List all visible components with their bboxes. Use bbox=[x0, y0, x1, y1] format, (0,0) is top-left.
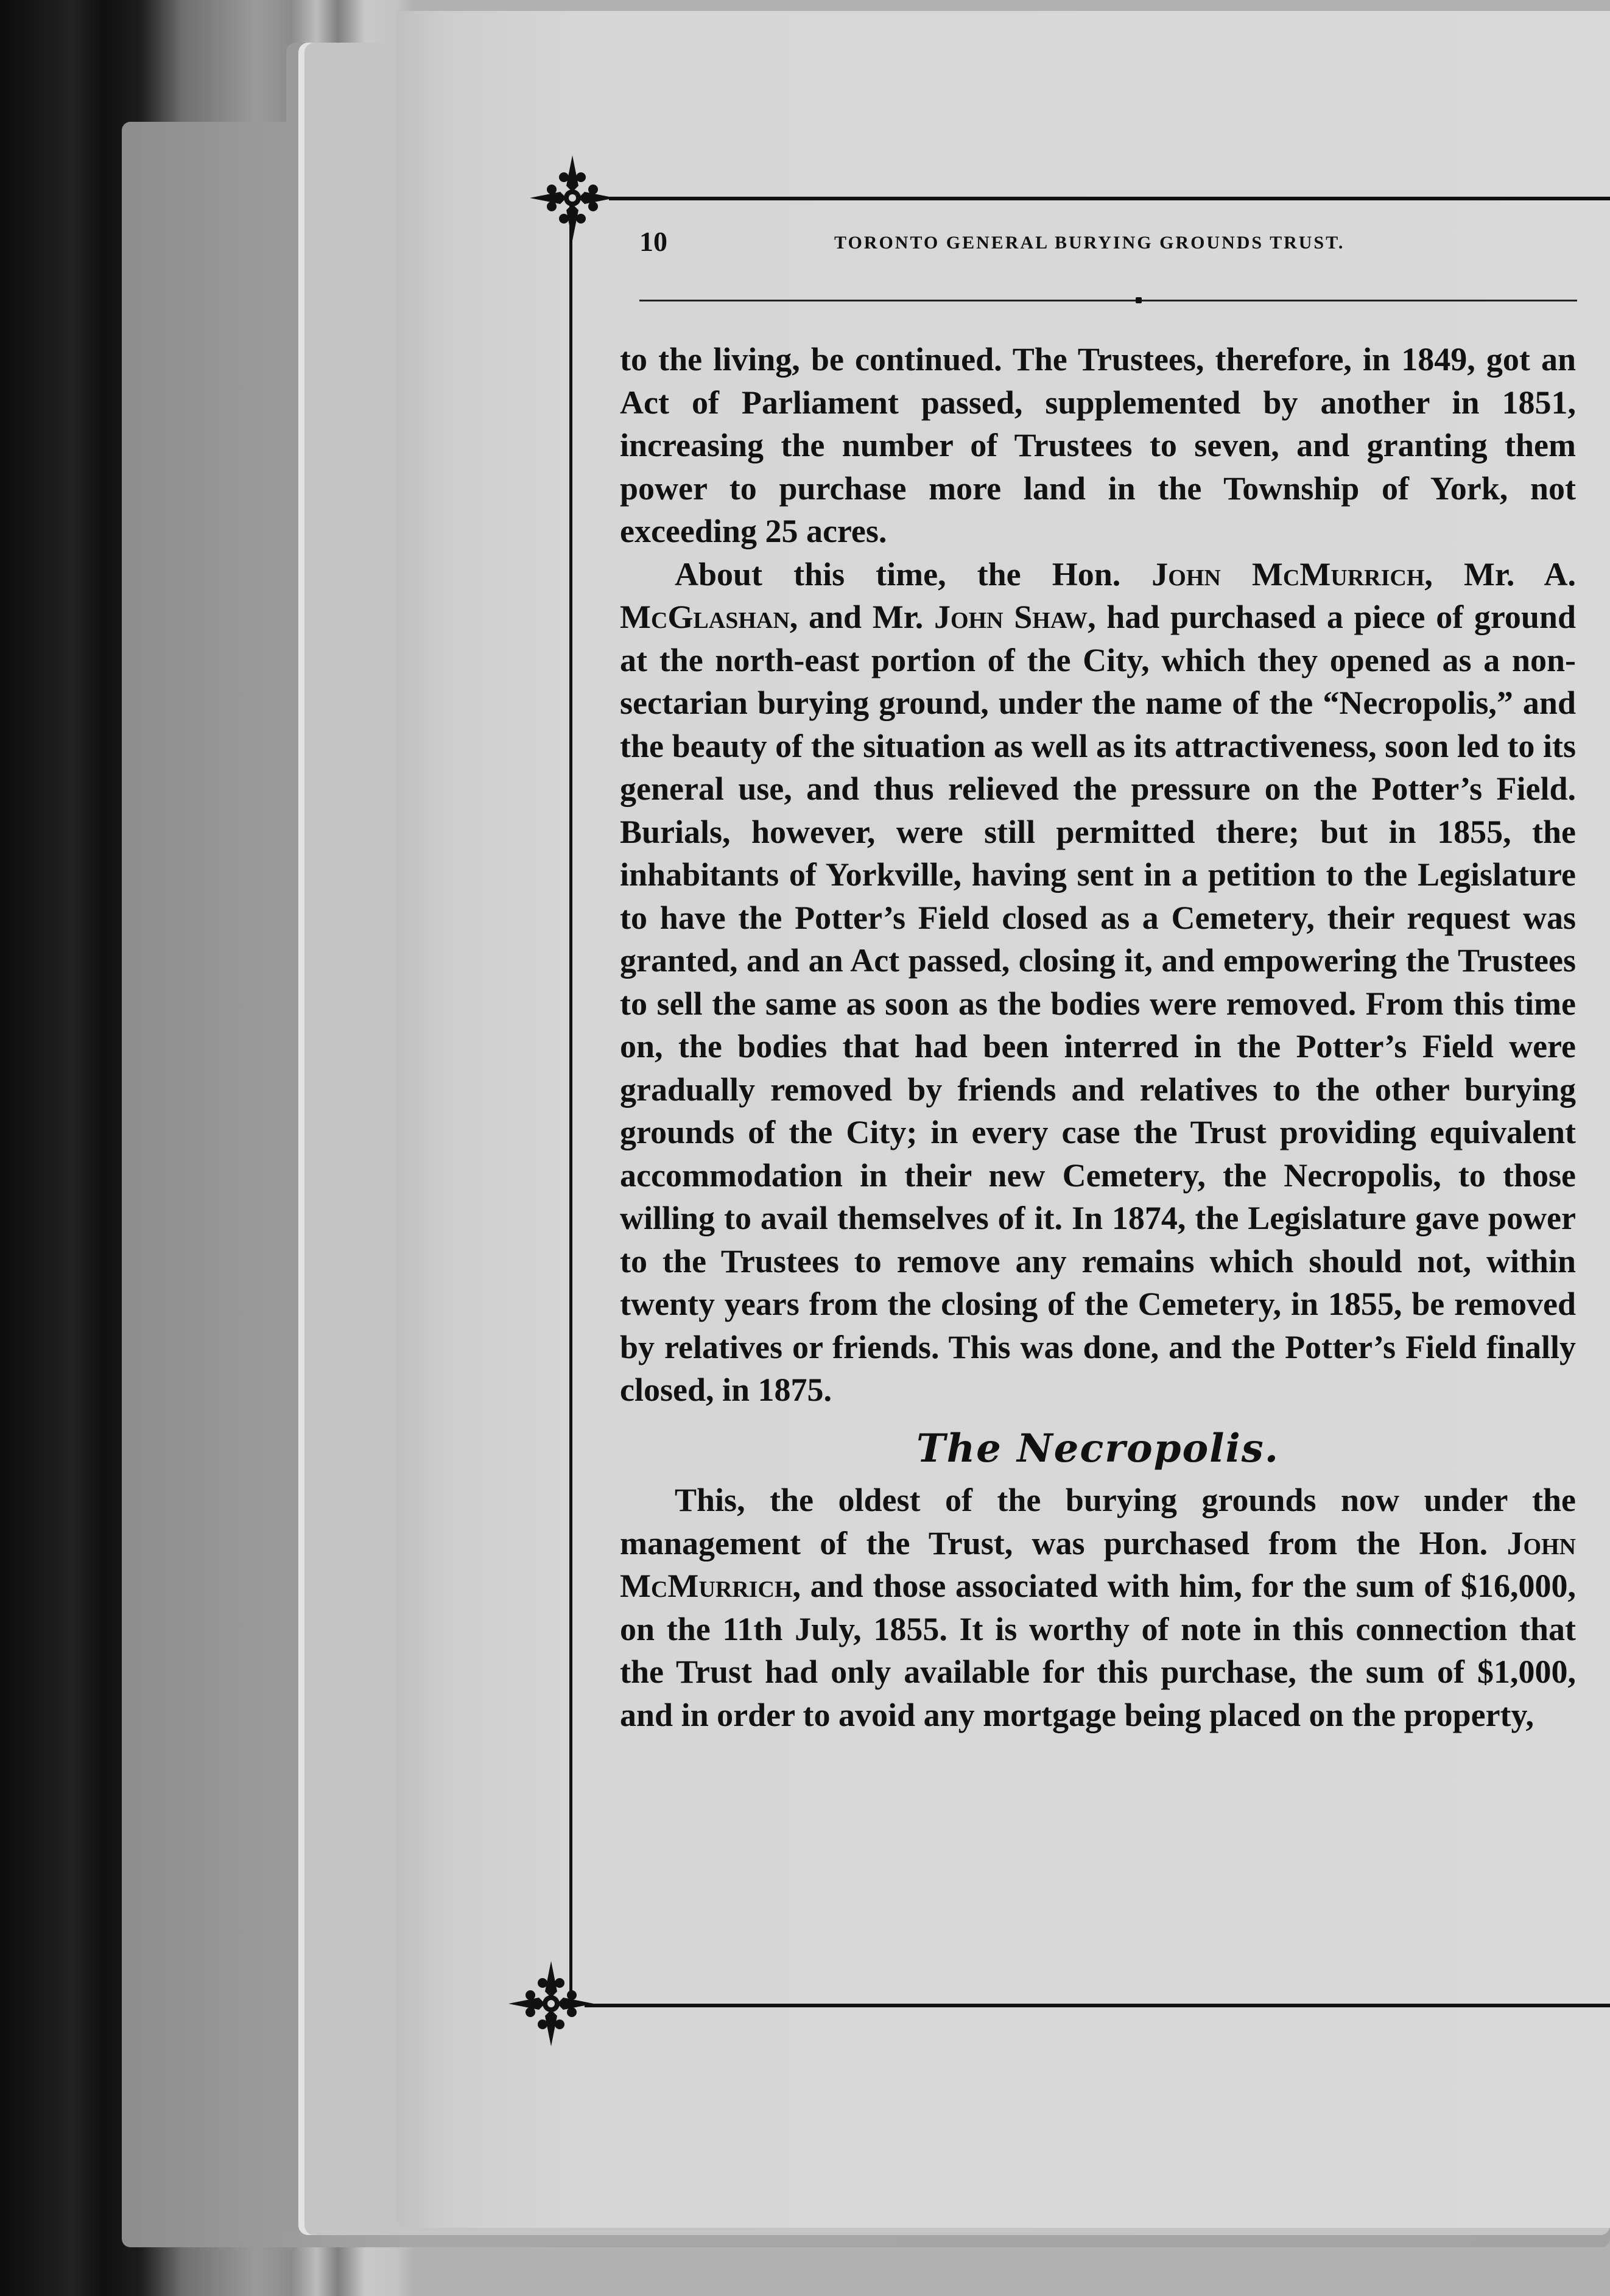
fleuron-ornament-icon bbox=[527, 152, 618, 244]
person-name: John McMurrich bbox=[1151, 555, 1425, 593]
text-run: About this time, the Hon. bbox=[675, 555, 1152, 593]
text-run: , and Mr. bbox=[789, 599, 934, 635]
running-head: TORONTO GENERAL BURYING GROUNDS TRUST. bbox=[834, 233, 1345, 253]
paragraph bbox=[620, 553, 1576, 1412]
person-name: McGlashan bbox=[620, 599, 790, 635]
body-text bbox=[620, 338, 1576, 1736]
person-name: John Shaw bbox=[933, 599, 1088, 635]
text-run: , Mr. A. bbox=[1424, 555, 1577, 593]
header-rule-dot bbox=[1136, 297, 1142, 303]
text-run: , had purchased a piece of ground at the north-east portion of the City, which they opened as a non-sectarian burying ground, under the name of the “Necropolis,” and the beauty of the situation as well as its attractiveness, soon led to its general use, and thus relieved the pressure on the Potter’s Field. Burials, however, were still permitted there; but in 1855, the inhabitants of Yorkville, having sent in a petition to the Legislature to have the Potter’s Field closed as a Cemetery, their request was granted, and an Act passed, closing it, and empowering the Trustees to sell the same as soon as the bodies were removed. From this time on, the bodies that had been interred in the Potter’s Field were gradually removed by friends and relatives to the other burying grounds of the City; in every case the Trust providing equivalent accommodation in their new Cemetery, the Necropolis, to those willing to avail themselves of it. In 1874, the Legislature gave power to the Trustees to remove any remains which should not, within twenty years from the closing of the Cemetery, in 1855, be removed by relatives or friends. This was done, and the Potter’s Field finally closed, in 1875. bbox=[620, 599, 1576, 1408]
fleuron-ornament-icon bbox=[505, 1958, 597, 2049]
page-header bbox=[639, 225, 1577, 274]
paragraph bbox=[620, 1479, 1576, 1736]
section-heading: The Necropolis. bbox=[916, 1425, 1280, 1471]
header-rule bbox=[639, 300, 1577, 301]
text-run: This, the oldest of the burying grounds now under the management of the Trust, was purchased from the Hon. bbox=[620, 1482, 1576, 1562]
person-name: John McMurrich bbox=[620, 1524, 1576, 1604]
text-run: , and those associated with him, for the sum of $16,000, on the 11th July, 1855. It is worthy of note in this connection that the Trust had only available for this purchase, the sum of $1,000, and in order to avoid any mortgage being placed on the property, bbox=[620, 1568, 1576, 1733]
border-rule-top bbox=[609, 197, 1610, 200]
border-rule-bottom bbox=[585, 2004, 1610, 2007]
page-number: 10 bbox=[639, 226, 667, 257]
paragraph: to the living, be continued. The Trustees, therefore, in 1849, got an Act of Parliament passed, supplemented by another in 1851, increasing the number of Trustees to seven, and granting them power to purchase more land in the Township of York, not exceeding 25 acres. bbox=[620, 341, 1576, 549]
border-rule-left bbox=[569, 194, 572, 2009]
